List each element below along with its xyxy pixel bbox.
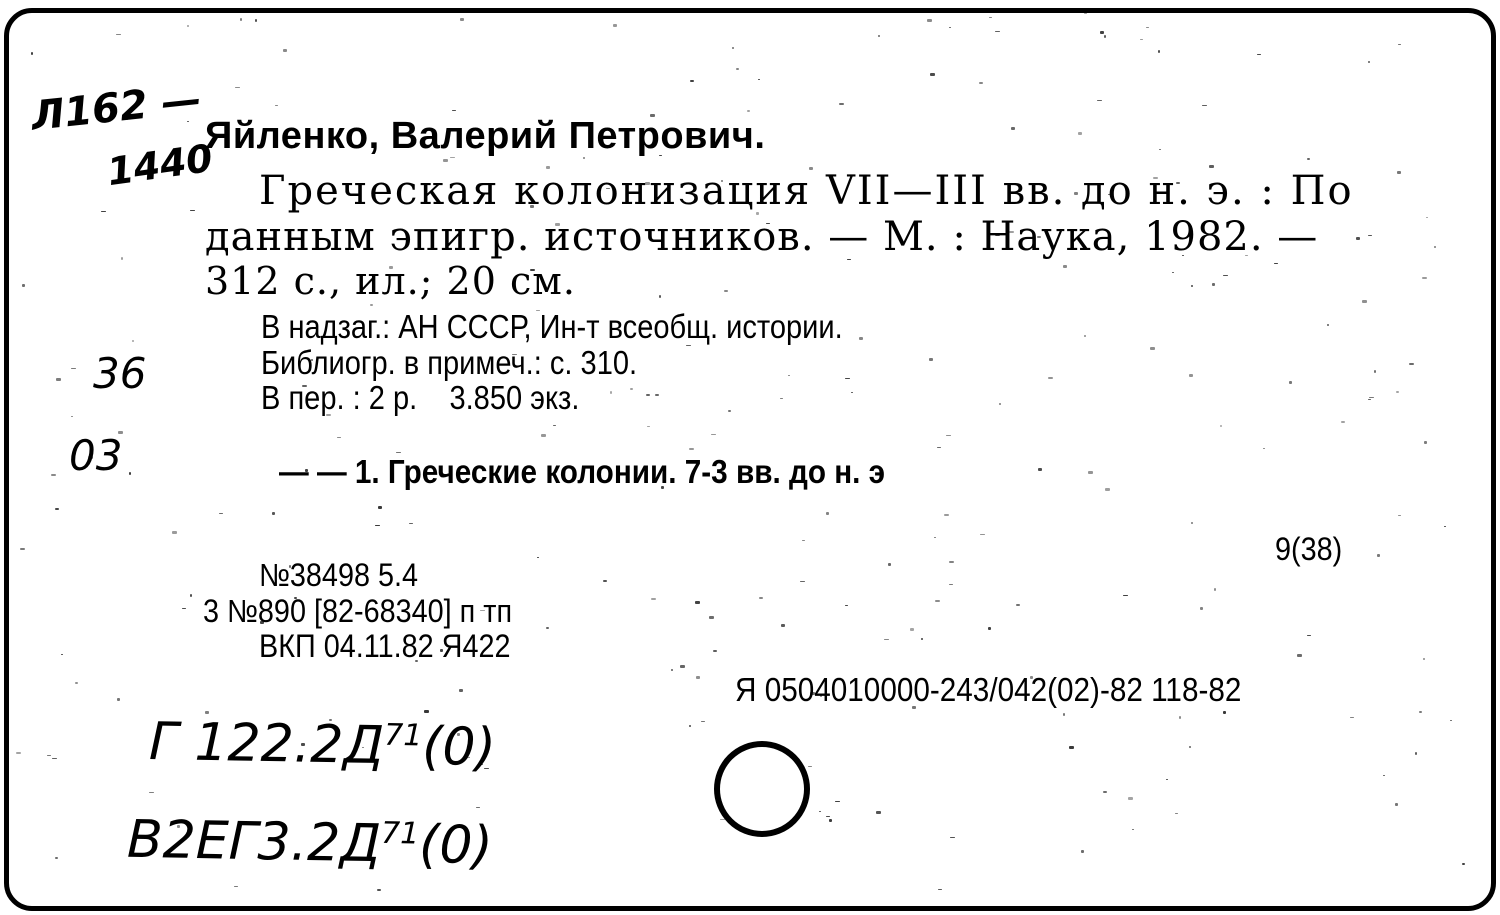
speckle bbox=[1327, 324, 1329, 326]
speckle bbox=[476, 807, 480, 808]
speckle bbox=[1350, 717, 1354, 718]
speckle bbox=[944, 514, 949, 516]
speckle bbox=[724, 290, 728, 292]
speckle bbox=[1200, 607, 1203, 610]
bbk-code-1-main: Г 122.2Д bbox=[148, 711, 385, 777]
speckle bbox=[835, 801, 840, 802]
speckle bbox=[1123, 595, 1128, 596]
speckle bbox=[884, 639, 889, 640]
speckle bbox=[1220, 425, 1222, 427]
speckle bbox=[780, 398, 783, 399]
speckle bbox=[1444, 526, 1446, 527]
speckle bbox=[55, 857, 58, 859]
speckle bbox=[101, 211, 106, 212]
speckle bbox=[1397, 171, 1401, 174]
speckle bbox=[1223, 275, 1228, 276]
speckle bbox=[1132, 829, 1134, 830]
speckle bbox=[1362, 300, 1367, 303]
speckle bbox=[929, 358, 933, 361]
speckle bbox=[1084, 13, 1087, 14]
speckle bbox=[603, 580, 607, 582]
punch-hole-circle bbox=[714, 741, 810, 837]
bbk-code-1-sup: 71 bbox=[383, 717, 423, 754]
speckle bbox=[1100, 31, 1104, 34]
speckle bbox=[1084, 335, 1086, 337]
speckle bbox=[1426, 217, 1428, 218]
speckle bbox=[1368, 61, 1370, 63]
speckle bbox=[190, 210, 195, 211]
speckle bbox=[690, 80, 694, 82]
bbk-code-1 bbox=[149, 712, 497, 778]
speckle bbox=[1212, 283, 1215, 286]
speckle bbox=[71, 368, 76, 369]
speckle bbox=[921, 638, 923, 640]
bbk-code-2-paren: (0) bbox=[418, 814, 494, 877]
speckle bbox=[424, 710, 429, 713]
speckle bbox=[1105, 488, 1110, 491]
speckle bbox=[999, 403, 1001, 405]
speckle bbox=[736, 68, 739, 70]
speckle bbox=[182, 608, 186, 609]
speckle bbox=[1396, 391, 1399, 393]
speckle bbox=[938, 889, 942, 890]
bbk-code-1-paren: (0) bbox=[421, 716, 497, 779]
speckle bbox=[878, 35, 880, 37]
speckle bbox=[651, 598, 656, 600]
speckle bbox=[16, 752, 21, 754]
speckle bbox=[1450, 720, 1452, 721]
speckle bbox=[1297, 654, 1302, 657]
speckle bbox=[1189, 746, 1191, 748]
speckle bbox=[31, 52, 33, 55]
speckle bbox=[1191, 522, 1193, 524]
speckle bbox=[1374, 370, 1376, 373]
speckle bbox=[701, 721, 705, 722]
speckle bbox=[839, 103, 844, 105]
speckle bbox=[630, 388, 633, 390]
speckle bbox=[1274, 263, 1278, 264]
speckle bbox=[1128, 797, 1133, 800]
speckle bbox=[800, 581, 805, 582]
speckle bbox=[1103, 791, 1107, 793]
speckle bbox=[1104, 35, 1106, 38]
speckle bbox=[190, 594, 192, 597]
vkp-line: ВКП 04.11.82 Я422 bbox=[259, 628, 511, 664]
speckle bbox=[1016, 604, 1020, 606]
shelf-mark-bottom: 1440 bbox=[104, 135, 216, 195]
speckle bbox=[1175, 813, 1178, 814]
speckle bbox=[1307, 158, 1310, 160]
speckle bbox=[61, 654, 63, 655]
speckle bbox=[1423, 658, 1425, 660]
speckle bbox=[1088, 471, 1093, 474]
speckle bbox=[910, 628, 914, 631]
speckle bbox=[732, 47, 734, 49]
speckle bbox=[1341, 421, 1345, 423]
speckle bbox=[1191, 285, 1193, 287]
speckle bbox=[1434, 246, 1436, 248]
note-nadzag: В надзаг.: АН СССР, Ин-т всеобщ. истории. bbox=[261, 308, 843, 345]
speckle bbox=[950, 837, 955, 838]
speckle bbox=[1257, 54, 1261, 55]
speckle bbox=[728, 410, 731, 412]
speckle bbox=[52, 758, 57, 759]
speckle bbox=[219, 513, 223, 514]
speckle bbox=[689, 448, 694, 450]
speckle bbox=[375, 525, 380, 526]
speckle bbox=[377, 889, 381, 891]
speckle bbox=[1140, 39, 1143, 40]
speckle bbox=[934, 537, 936, 538]
speckle bbox=[1048, 377, 1053, 379]
speckle bbox=[927, 19, 932, 22]
speckle bbox=[1398, 44, 1401, 45]
note-price: В пер. : 2 р. 3.850 экз. bbox=[261, 379, 580, 416]
speckle bbox=[1462, 863, 1465, 865]
speckle bbox=[121, 257, 123, 260]
speckle bbox=[1422, 277, 1427, 279]
speckle bbox=[71, 416, 73, 417]
speckle bbox=[788, 375, 790, 376]
title-line-2: данным эпигр. источников. — М. : Наука, 1982. — bbox=[205, 214, 1319, 260]
speckle bbox=[709, 616, 714, 619]
handwritten-code-36: 36 bbox=[93, 349, 147, 398]
bbk-code-2-main: В2ЕГ3.2Д bbox=[126, 809, 382, 875]
speckle bbox=[272, 512, 275, 515]
speckle bbox=[1202, 105, 1207, 106]
class-number: 9(38) bbox=[1275, 531, 1343, 567]
speckle bbox=[132, 340, 134, 342]
speckle bbox=[758, 79, 760, 80]
publication-code: Я 0504010000-243/042(02)-82 118-82 bbox=[735, 671, 1242, 708]
note-bibliogr: Библиогр. в примеч.: с. 310. bbox=[261, 344, 638, 381]
speckle bbox=[781, 624, 785, 627]
bbk-code-2-sup: 71 bbox=[380, 815, 420, 852]
speckle bbox=[116, 34, 121, 35]
speckle bbox=[337, 437, 341, 438]
speckle bbox=[680, 665, 685, 668]
speckle bbox=[1150, 347, 1155, 350]
speckle bbox=[172, 531, 177, 534]
speckle bbox=[802, 540, 805, 541]
speckle bbox=[255, 19, 257, 22]
speckle bbox=[55, 508, 59, 510]
speckle bbox=[1369, 397, 1374, 398]
speckle bbox=[149, 792, 154, 793]
speckle bbox=[696, 676, 700, 679]
speckle bbox=[1179, 716, 1181, 719]
speckle bbox=[22, 284, 25, 287]
speckle bbox=[1172, 272, 1174, 273]
speckle bbox=[646, 394, 650, 396]
speckle bbox=[1158, 50, 1160, 53]
speckle bbox=[546, 627, 549, 629]
speckle bbox=[56, 378, 61, 381]
speckle bbox=[935, 600, 940, 602]
shelf-mark-top: Л162 — bbox=[29, 76, 204, 140]
speckle bbox=[1307, 635, 1311, 636]
speckle bbox=[1166, 779, 1168, 780]
speckle bbox=[819, 811, 821, 812]
speckle bbox=[1038, 468, 1042, 471]
speckle bbox=[979, 82, 983, 84]
speckle bbox=[695, 601, 700, 604]
speckle bbox=[1189, 374, 1193, 377]
handwritten-code-03: 03 bbox=[69, 431, 123, 480]
bbk-code-2 bbox=[127, 810, 494, 876]
speckle bbox=[988, 627, 991, 630]
speckle bbox=[949, 27, 951, 28]
speckle bbox=[459, 689, 463, 692]
speckle bbox=[1097, 100, 1102, 101]
speckle bbox=[129, 472, 131, 475]
speckle bbox=[553, 425, 556, 426]
speckle bbox=[826, 816, 830, 817]
speckle bbox=[1223, 711, 1226, 714]
speckle bbox=[930, 73, 935, 76]
speckle bbox=[949, 561, 954, 563]
speckle bbox=[1078, 132, 1082, 135]
speckle bbox=[826, 512, 829, 515]
order-line: 3 №890 [82-68340] п тп bbox=[203, 593, 513, 629]
speckle bbox=[117, 698, 120, 701]
speckle bbox=[452, 110, 456, 111]
speckle bbox=[1395, 803, 1398, 806]
subject-heading: — — 1. Греческие колонии. 7-3 вв. до н. э bbox=[279, 453, 886, 490]
speckle bbox=[989, 17, 992, 18]
speckle bbox=[1289, 381, 1292, 384]
speckle bbox=[537, 557, 539, 558]
speckle bbox=[1368, 235, 1372, 236]
speckle bbox=[235, 87, 240, 88]
speckle bbox=[655, 394, 659, 396]
speckle bbox=[937, 447, 941, 448]
speckle bbox=[240, 18, 242, 21]
speckle bbox=[610, 391, 612, 394]
speckle bbox=[949, 584, 953, 585]
speckle bbox=[851, 392, 853, 393]
speckle bbox=[689, 725, 691, 727]
speckle bbox=[443, 159, 448, 162]
speckle bbox=[1063, 265, 1067, 268]
speckle bbox=[234, 886, 238, 887]
speckle bbox=[1356, 237, 1360, 240]
speckle bbox=[283, 49, 287, 52]
speckle bbox=[888, 563, 891, 566]
speckle bbox=[541, 434, 546, 437]
speckle bbox=[946, 435, 951, 436]
speckle bbox=[713, 650, 717, 652]
speckle bbox=[759, 597, 763, 599]
speckle bbox=[20, 548, 25, 550]
speckle bbox=[845, 605, 848, 606]
speckle bbox=[1011, 127, 1015, 130]
speckle bbox=[829, 819, 832, 822]
author-heading: Яйленко, Валерий Петрович. bbox=[205, 115, 766, 157]
speckle bbox=[1377, 554, 1380, 557]
speckle bbox=[1263, 448, 1265, 449]
speckle bbox=[370, 304, 373, 306]
speckle bbox=[859, 337, 863, 340]
speckle bbox=[647, 426, 650, 427]
speckle bbox=[75, 682, 78, 684]
speckle bbox=[613, 24, 617, 27]
speckle bbox=[808, 766, 812, 767]
speckle bbox=[1398, 515, 1401, 516]
speckle bbox=[1383, 775, 1385, 776]
title-line-1: Греческая колонизация VII—III вв. до н. э. : По bbox=[259, 168, 1354, 214]
speckle bbox=[1409, 363, 1414, 365]
speckle bbox=[876, 811, 881, 814]
record-number: №38498 5.4 bbox=[259, 557, 419, 593]
speckle bbox=[409, 523, 413, 524]
speckle bbox=[51, 474, 56, 476]
speckle bbox=[671, 669, 673, 671]
speckle bbox=[1069, 746, 1074, 749]
speckle bbox=[1419, 711, 1422, 713]
speckle bbox=[460, 18, 464, 21]
speckle bbox=[747, 110, 750, 112]
speckle bbox=[1063, 713, 1065, 716]
speckle bbox=[1146, 27, 1149, 28]
speckle bbox=[1424, 441, 1427, 444]
speckle bbox=[1159, 149, 1161, 150]
speckle bbox=[980, 534, 985, 535]
speckle bbox=[275, 105, 278, 106]
catalog-card bbox=[4, 8, 1496, 911]
title-line-3: 312 с., ил.; 20 см. bbox=[205, 259, 576, 303]
speckle bbox=[845, 378, 850, 379]
speckle bbox=[995, 31, 1000, 32]
speckle bbox=[187, 25, 189, 27]
speckle bbox=[659, 295, 661, 298]
speckle bbox=[1214, 588, 1216, 591]
speckle bbox=[1415, 752, 1417, 755]
speckle bbox=[47, 755, 51, 756]
speckle bbox=[378, 506, 382, 509]
speckle bbox=[711, 434, 716, 435]
speckle bbox=[1081, 850, 1084, 853]
speckle bbox=[1368, 399, 1371, 400]
